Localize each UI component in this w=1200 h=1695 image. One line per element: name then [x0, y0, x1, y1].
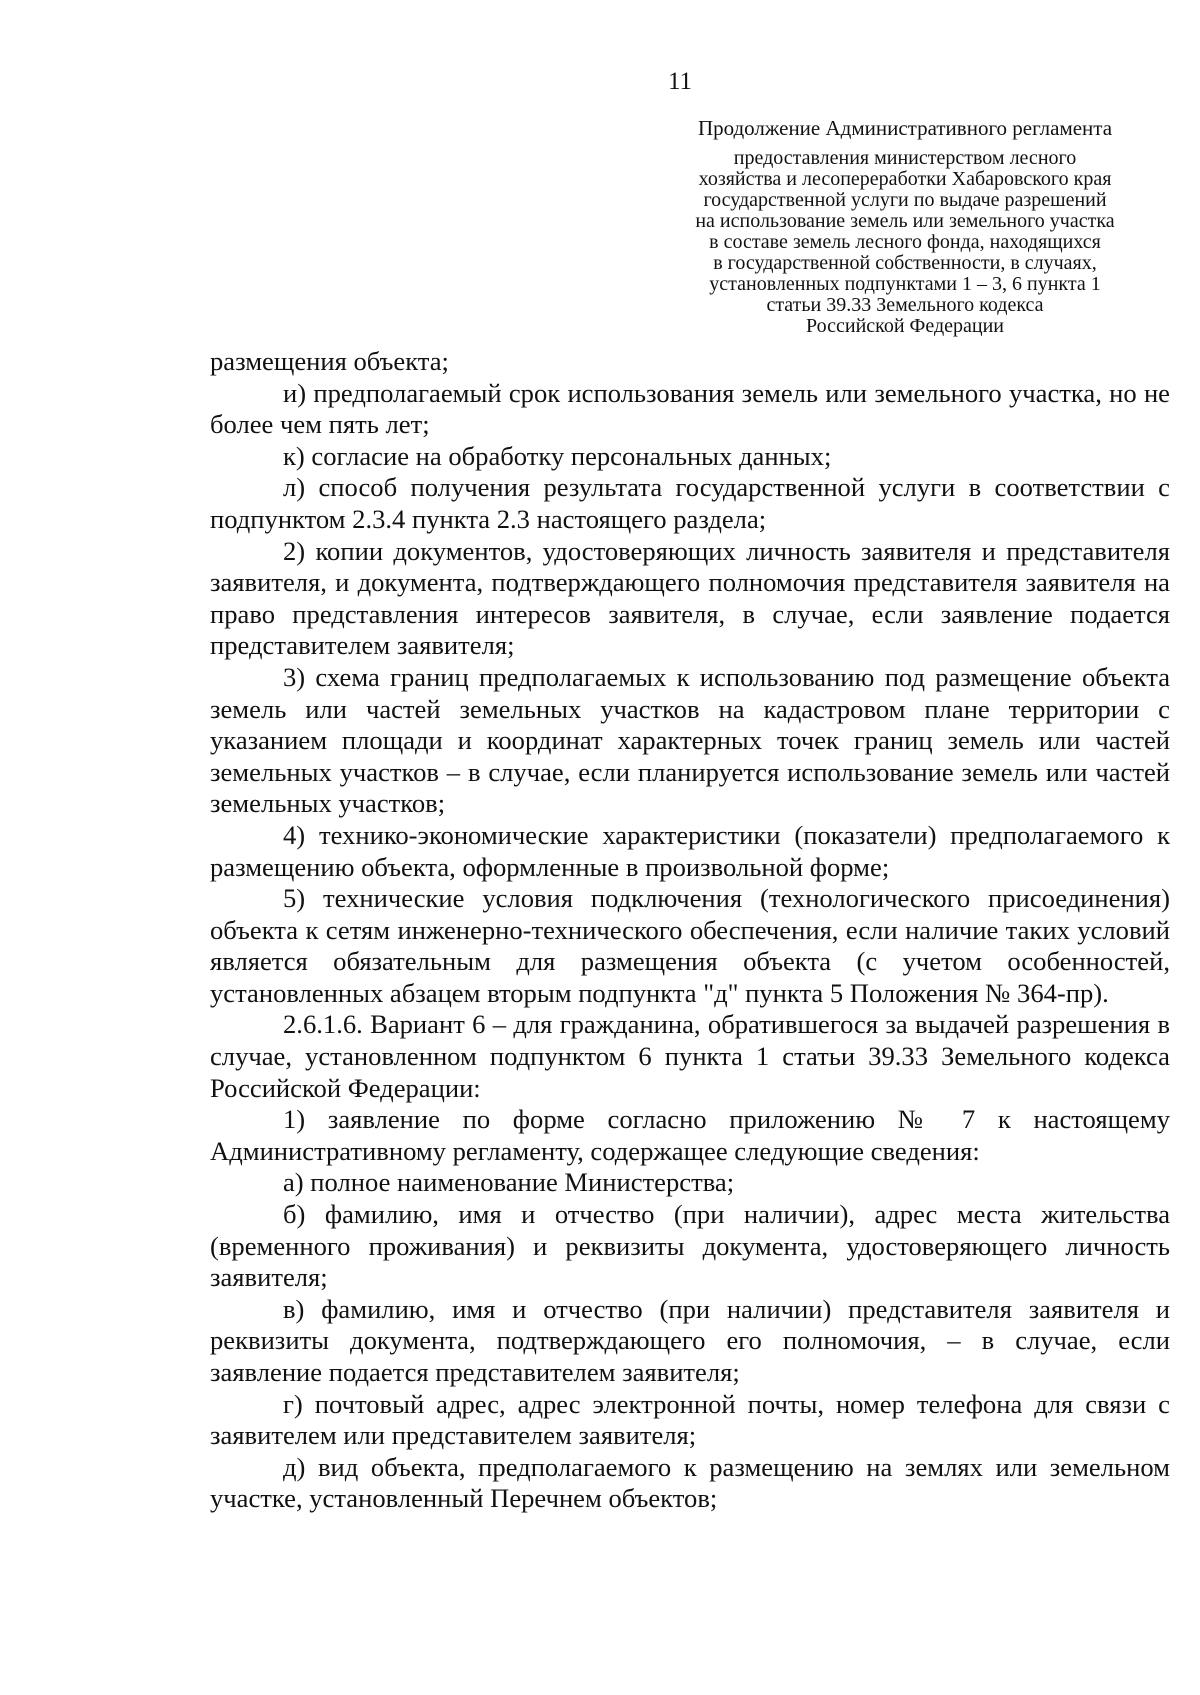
paragraph: размещения объекта;	[210, 346, 449, 376]
paragraph: 5) технические условия подключения (технологического присоединения) объекта к сетям инженерно-технического обеспечения, если наличие таких условий является обязательным для размещения объекта (с учетом особенностей, установленных абзацем вторым подпункта "д" пункта 5 Положения № 364-пр).	[210, 883, 1170, 1008]
paragraph: 3) схема границ предполагаемых к использованию под размещение объекта земель или частей земельных участков на кадастровом плане территории с указанием площади и координат характерных точек границ земель или частей земельных участков – в случае, если планируется использование земель или частей земельных участков;	[210, 661, 1170, 819]
paragraph: б) фамилию, имя и отчество (при наличии), адрес места жительства (временного проживания) и реквизиты документа, удостоверяющего личность заявителя;	[210, 1199, 1170, 1293]
header-line: предоставления министерством лесного	[733, 147, 1077, 169]
paragraph: к) согласие на обработку персональных данных;	[283, 440, 832, 471]
header-line: статьи 39.33 Земельного кодекса	[766, 294, 1044, 316]
paragraph: 4) технико-экономические характеристики (показатели) предполагаемого к размещению объекта, оформленные в произвольной форме;	[210, 819, 1170, 882]
header-line: хозяйства и лесопереработки Хабаровского края	[698, 168, 1112, 190]
header-line: Российской Федерации	[805, 315, 1005, 337]
paragraph: 2.6.1.6. Вариант 6 – для гражданина, обратившегося за выдачей разрешения в случае, установленном подпунктом 6 пункта 1 статьи 39.33 Земельного кодекса Российской Федерации:	[210, 1009, 1170, 1103]
paragraph: 2) копии документов, удостоверяющих личность заявителя и представителя заявителя, и документа, подтверждающего полномочия представителя заявителя на право представления интересов заявителя, в случае, если заявление подается представителем заявителя;	[210, 535, 1170, 661]
paragraph: 1) заявление по форме согласно приложению № 7 к настоящему Административному регламенту, содержащее следующие сведения:	[210, 1104, 1170, 1166]
header-line: в составе земель лесного фонда, находящихся	[709, 231, 1101, 253]
document-body	[210, 346, 1170, 1515]
header-line: на использование земель или земельного участка	[695, 210, 1115, 232]
header-line: государственной услуги по выдаче разрешений	[703, 189, 1107, 211]
document-header	[640, 118, 1170, 337]
paragraph: и) предполагаемый срок использования земель или земельного участка, но не более чем пять лет;	[210, 377, 1170, 440]
paragraph: в) фамилию, имя и отчество (при наличии) представителя заявителя и реквизиты документа, подтверждающего его полномочия, – в случае, если заявление подается представителем заявителя;	[210, 1293, 1170, 1387]
paragraph: л) способ получения результата государственной услуги в соответствии с подпунктом 2.3.4 пункта 2.3 настоящего раздела;	[210, 472, 1170, 534]
header-line: в государственной собственности, в случаях,	[713, 252, 1097, 274]
paragraph: а) полное наименование Министерства;	[283, 1167, 735, 1198]
page-number: 11	[667, 68, 693, 95]
paragraph: г) почтовый адрес, адрес электронной почты, номер телефона для связи с заявителем или представителем заявителя;	[210, 1388, 1170, 1451]
header-line: Продолжение Административного регламента	[697, 116, 1113, 140]
paragraph: д) вид объекта, предполагаемого к размещению на землях или земельном участке, установленный Перечнем объектов;	[210, 1451, 1170, 1514]
header-line: установленных подпунктами 1 – 3, 6 пункта 1	[709, 273, 1101, 295]
